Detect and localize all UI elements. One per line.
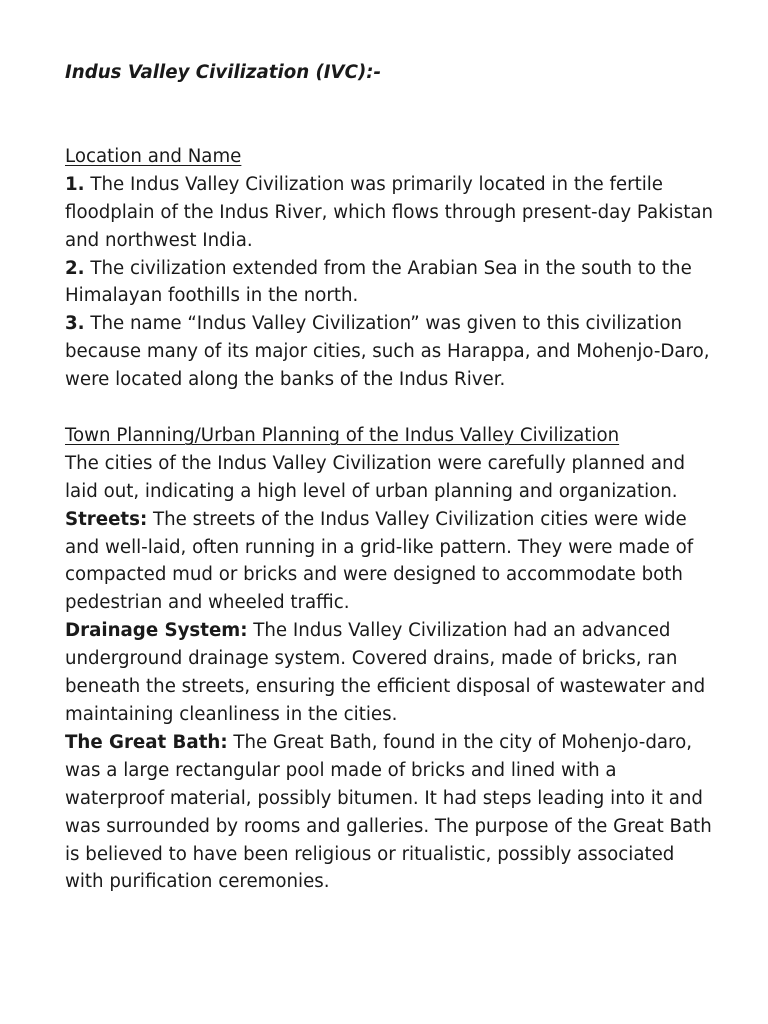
item-label: Drainage System: (65, 620, 248, 642)
item-text: The streets of the Indus Valley Civilization cities were wide and well-laid, often running in a grid-like pattern. They were made of compacted mud or bricks and were designed to accommodate both pedestrian and wheeled traffic. (65, 508, 694, 614)
list-item (65, 255, 715, 311)
list-item (65, 171, 715, 255)
section-spacer (65, 394, 715, 422)
item-text: The Great Bath, found in the city of Mohenjo-daro, was a large rectangular pool made of bricks and lined with a waterproof material, possibly bitumen. It had steps leading into it and was surrounded by rooms and galleries. The purpose of the Great Bath is believed to have been religious or ritualistic, possibly associated with purification ceremonies. (65, 731, 712, 893)
item-label: Streets: (65, 508, 148, 530)
section-intro: The cities of the Indus Valley Civilization were carefully planned and laid out, indicating a high level of urban planning and organization. (65, 452, 686, 502)
list-item (65, 310, 715, 394)
document-page (65, 59, 715, 896)
document-title: Indus Valley Civilization (IVC):- (65, 62, 382, 83)
point-number: 3. (65, 313, 85, 335)
point-number: 2. (65, 257, 85, 279)
section-heading-town-planning: Town Planning/Urban Planning of the Indus Valley Civilization (65, 424, 620, 446)
point-text: The name “Indus Valley Civilization” was given to this civilization because many of its major cities, such as Harappa, and Mohenjo-Daro, were located along the banks of the Indus River. (65, 313, 710, 391)
list-item (65, 617, 715, 729)
list-item (65, 506, 715, 618)
point-number: 1. (65, 173, 85, 195)
section-heading-location: Location and Name (65, 145, 242, 167)
point-text: The civilization extended from the Arabian Sea in the south to the Himalayan foothills in the north. (65, 257, 692, 307)
list-item (65, 729, 715, 896)
item-text: The Indus Valley Civilization had an advanced underground drainage system. Covered drains, made of bricks, ran beneath the streets, ensuring the efficient disposal of wastewater and maintaining cleanliness in the cities. (65, 620, 706, 726)
point-text: The Indus Valley Civilization was primarily located in the fertile floodplain of the Indus River, which flows through present-day Pakistan and northwest India. (65, 173, 714, 251)
item-label: The Great Bath: (65, 731, 228, 753)
